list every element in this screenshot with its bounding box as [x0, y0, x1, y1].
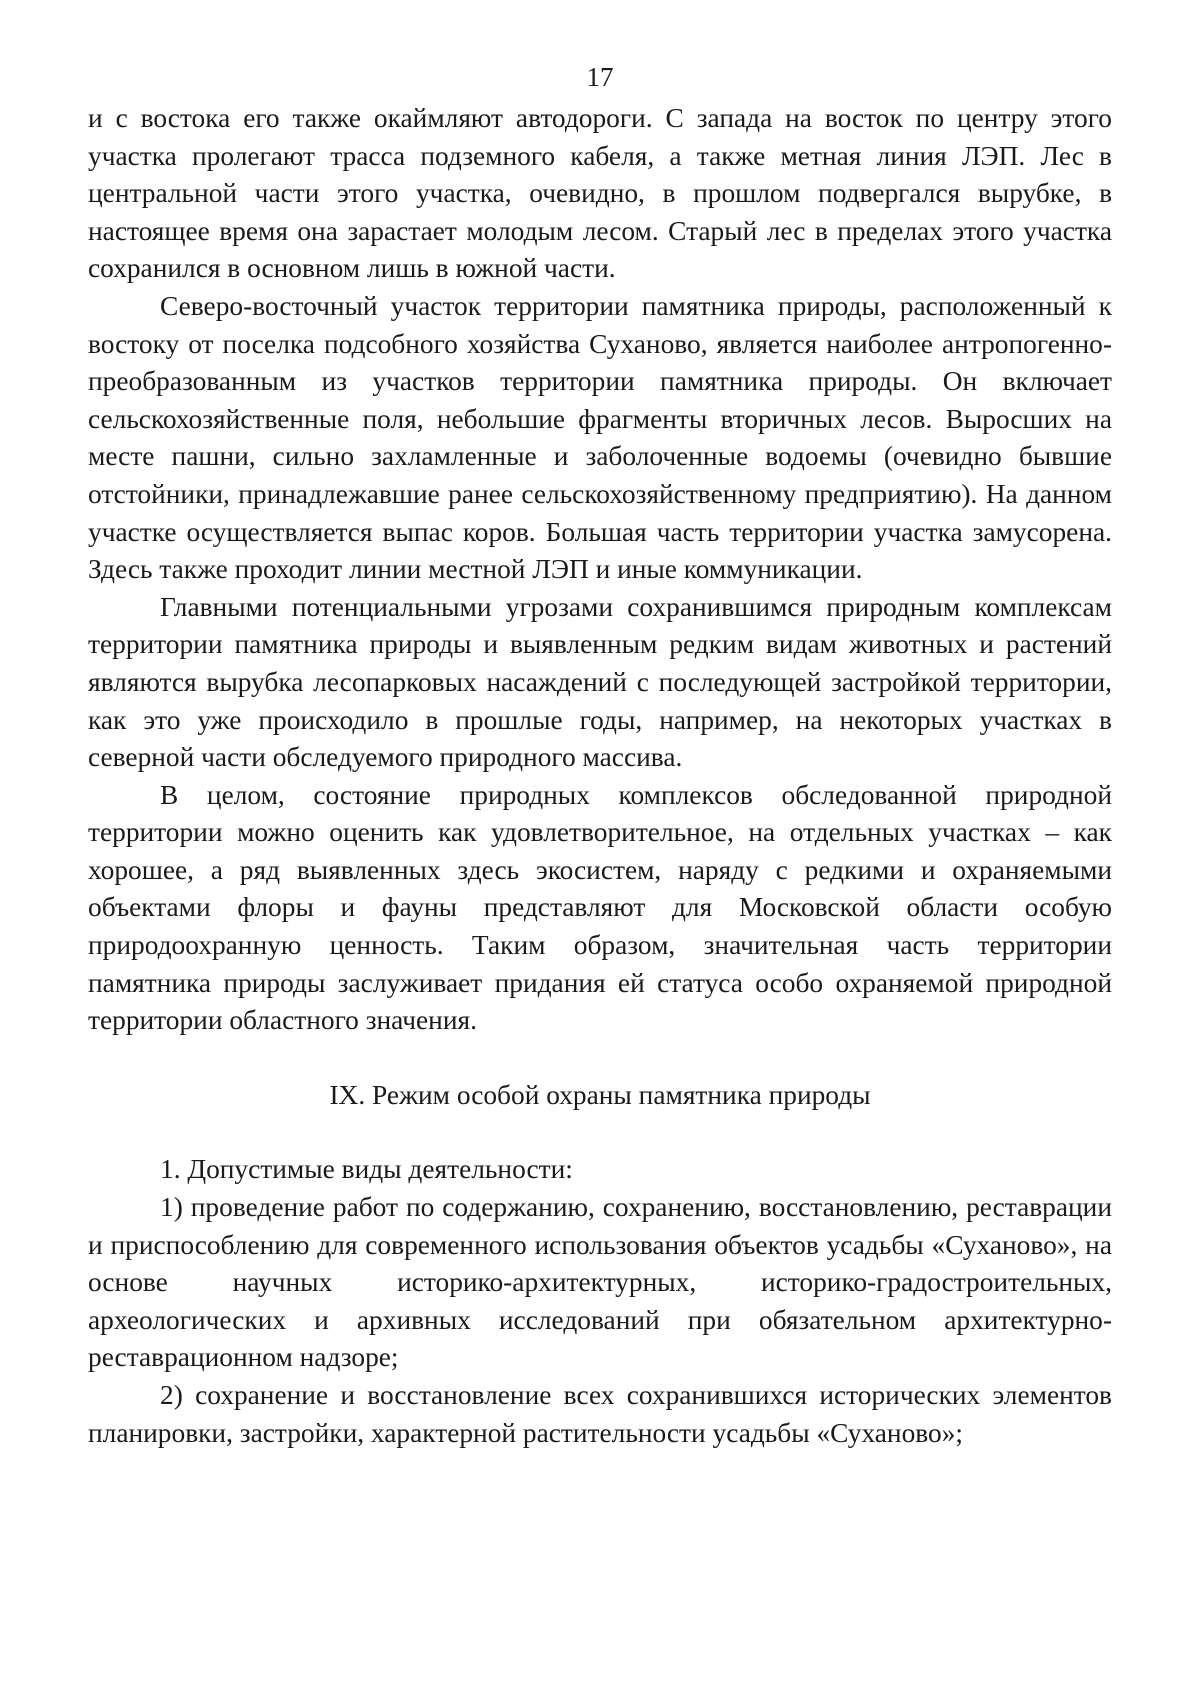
- page-number: 17: [586, 62, 614, 92]
- list-item-1: 1) проведение работ по содержанию, сохранению, восстановлению, реставрации и приспособлению для современного использования объектов усадьбы «Суханово», на основе научных историко-архитектурных, историко-градостроительных, археологических и архивных исследований при обязательном архитектурно-реставрационном надзоре;: [88, 1192, 1112, 1373]
- paragraph-northeast-section: Северо-восточный участок территории памятника природы, расположенный к востоку от поселка подсобного хозяйства Суханово, является наиболее антропогенно-преобразованным из участков территории памятника природы. Он включает сельскохозяйственные поля, небольшие фрагменты вторичных лесов. Выросших на месте пашни, сильно захламленные и заболоченные водоемы (очевидно бывшие отстойники, принадлежавшие ранее сельскохозяйственному предприятию). На данном участке осуществляется выпас коров. Большая часть территории участка замусорена. Здесь также проходит линии местной ЛЭП и иные коммуникации.: [88, 290, 1112, 585]
- section-heading: IX. Режим особой охраны памятника природы: [329, 1079, 871, 1110]
- paragraph-continuation: и с востока его также окаймляют автодороги. С запада на восток по центру этого участка пролегают трасса подземного кабеля, а также метная линия ЛЭП. Лес в центральной части этого участка, очевидно, в прошлом подвергался вырубке, в настоящее время она зарастает молодым лесом. Старый лес в пределах этого участка сохранился в основном лишь в южной части.: [88, 103, 1112, 284]
- paragraph-threats: Главными потенциальными угрозами сохранившимся природным комплексам территории памятника природы и выявленным редким видам животных и растений являются вырубка лесопарковых насаждений с последующей застройкой территории, как это уже происходило в прошлые годы, например, на некоторых участках в северной части обследуемого природного массива.: [88, 591, 1112, 773]
- document-body: [88, 100, 1112, 1452]
- list-item-2: 2) сохранение и восстановление всех сохранившихся исторических элементов планировки, застройки, характерной растительности усадьбы «Суханово»;: [88, 1380, 1112, 1448]
- list-intro: 1. Допустимые виды деятельности:: [160, 1154, 573, 1185]
- paragraph-conclusion: В целом, состояние природных комплексов обследованной природной территории можно оценить как удовлетворительное, на отдельных участках – как хорошее, а ряд выявленных здесь экосистем, наряду с редкими и охраняемыми объектами флоры и фауны представляют для Московской области особую природоохранную ценность. Таким образом, значительная часть территории памятника природы заслуживает придания ей статуса особо охраняемой природной территории областного значения.: [88, 779, 1112, 1036]
